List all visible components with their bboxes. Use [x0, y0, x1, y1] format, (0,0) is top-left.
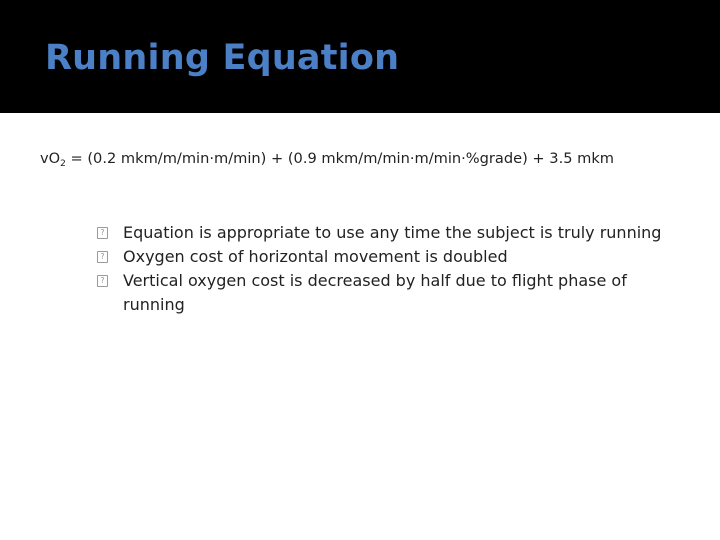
bullet-marker-icon: ? [97, 275, 108, 287]
bullet-item [0, 269, 683, 317]
bullet-marker-icon: ? [97, 251, 108, 263]
bullet-text: Oxygen cost of horizontal movement is doubled [123, 247, 508, 266]
equation-prefix: vO [40, 150, 61, 167]
bullet-item [0, 221, 683, 245]
bullet-marker-icon: ? [97, 227, 108, 239]
bullet-text: Equation is appropriate to use any time the subject is truly running [123, 223, 662, 242]
bullet-item [0, 245, 683, 269]
equation-rest: = (0.2 mkm/m/min·m/min) + (0.9 mkm/m/min·m/min·%grade) + 3.5 mkm [65, 150, 615, 167]
bullet-list [0, 221, 720, 317]
title-bar [0, 0, 720, 113]
equation-subscript: 2 [60, 159, 66, 169]
bullet-text: Vertical oxygen cost is decreased by half due to flight phase of running [123, 271, 627, 314]
slide-title: Running Equation [45, 38, 400, 78]
running-equation [40, 150, 614, 169]
